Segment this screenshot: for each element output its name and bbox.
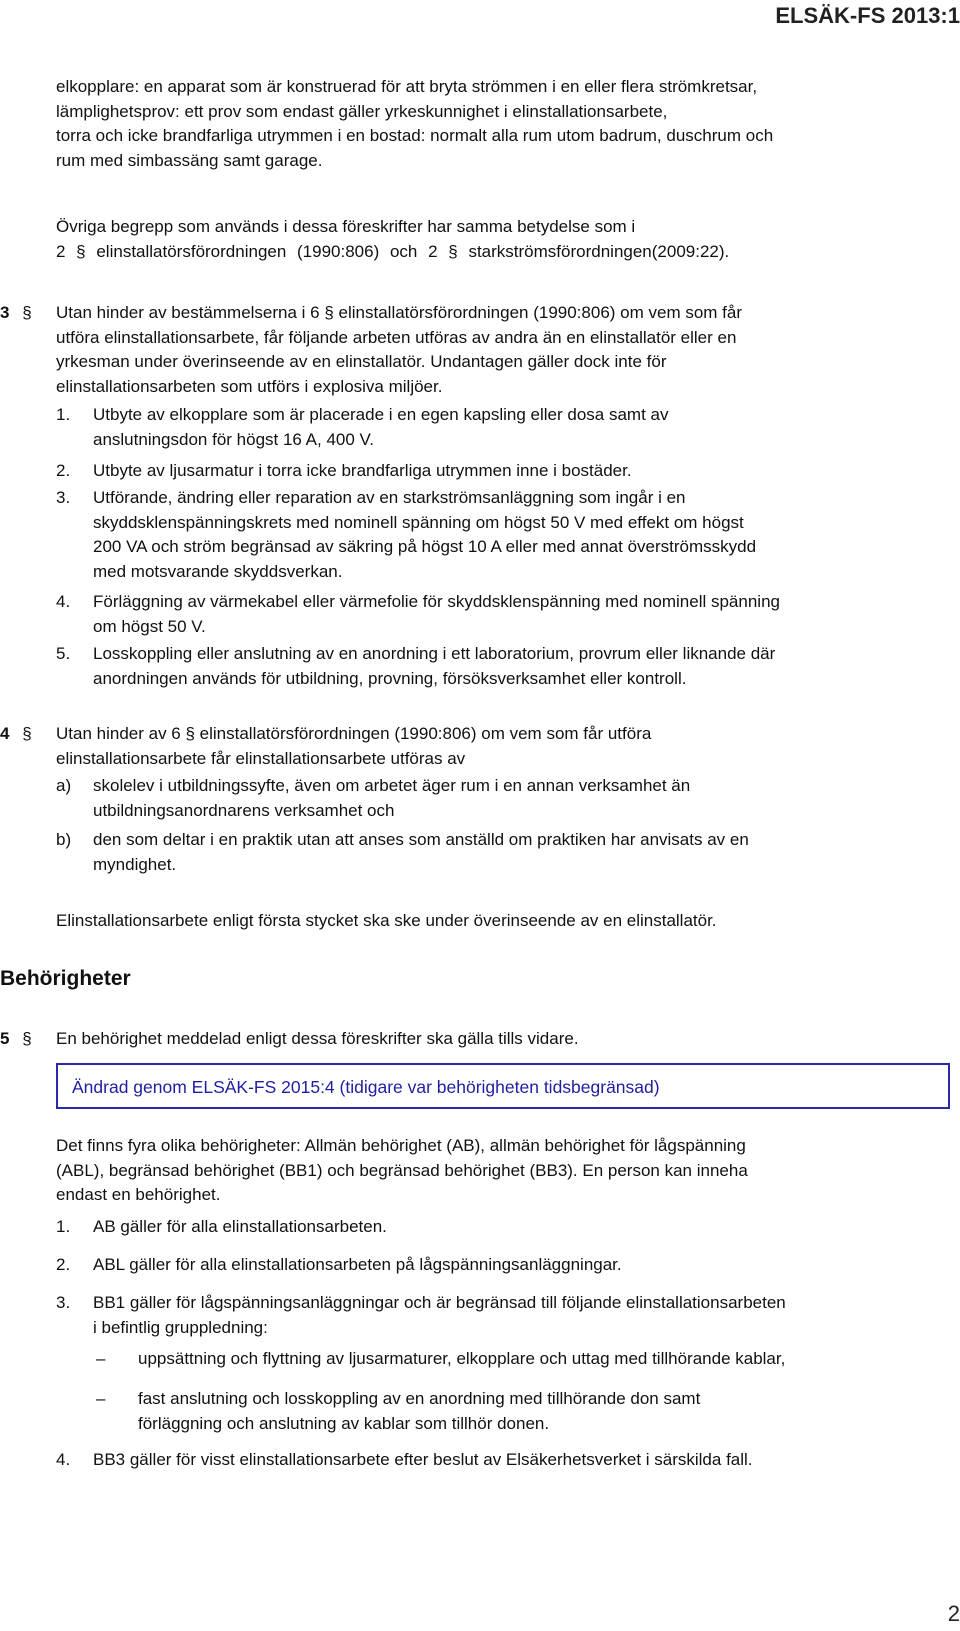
list-text: skolelev i utbildningssyfte, även om arbetet äger rum i en annan verksamhet än — [93, 776, 691, 795]
text-line: elinstallationsarbete får elinstallationsarbete utföras av — [56, 748, 466, 768]
definitions-block — [56, 75, 960, 173]
list-item — [56, 486, 946, 584]
list-text: om högst 50 V. — [93, 616, 206, 636]
amendment-notice-box — [56, 1063, 950, 1109]
list-text: Utförande, ändring eller reparation av en starkströmsanläggning som ingår i en — [93, 488, 686, 507]
text-line: yrkesman under överinseende av en elinstallatör. Undantagen gäller dock inte för — [56, 352, 667, 371]
section-4-text — [56, 722, 946, 771]
list-item — [56, 1253, 946, 1278]
document-id-header: ELSÄK-FS 2013:1 — [775, 3, 960, 28]
section-5-intro — [56, 1134, 946, 1208]
list-number: 3. — [56, 488, 71, 507]
list-text: anslutningsdon för högst 16 A, 400 V. — [93, 429, 375, 449]
list-text: med motsvarande skyddsverkan. — [93, 561, 343, 581]
list-text: Utbyte av elkopplare som är placerade i en egen kapsling eller dosa samt av — [93, 405, 669, 424]
definition-line: rum med simbassäng samt garage. — [56, 150, 323, 170]
paragraph-symbol: § — [22, 1029, 32, 1048]
dash-list-item — [96, 1387, 956, 1436]
list-number: 2. — [56, 1255, 71, 1274]
list-number: 3. — [56, 1293, 71, 1312]
list-text: BB1 gäller för lågspänningsanläggningar och är begränsad till följande elinstallationsarbeten — [93, 1293, 786, 1312]
list-number: 4. — [56, 592, 71, 611]
list-text: i befintlig gruppledning: — [93, 1317, 268, 1337]
list-text: skyddsklenspänningskrets med nominell spänning om högst 50 V med effekt om högst — [93, 512, 744, 532]
list-item — [56, 459, 946, 484]
list-text: ABL gäller för alla elinstallationsarbeten på lågspänningsanläggningar. — [93, 1255, 622, 1274]
list-number: 5. — [56, 644, 71, 663]
list-text: 200 VA och ström begränsad av säkring på högst 10 A eller med annat överströmsskydd — [93, 537, 757, 556]
list-number: 1. — [56, 1217, 71, 1236]
list-text: fast anslutning och losskoppling av en anordning med tillhörande don samt — [138, 1389, 701, 1408]
dash-bullet: – — [96, 1349, 106, 1368]
list-number: 2. — [56, 461, 71, 480]
text-line: elinstallationsarbeten som utförs i explosiva miljöer. — [56, 376, 443, 396]
section-heading: Behörigheter — [0, 967, 131, 990]
list-text: Losskoppling eller anslutning av en anordning i ett laboratorium, provrum eller liknande där — [93, 644, 776, 663]
dash-bullet: – — [96, 1389, 106, 1408]
list-letter: a) — [56, 776, 72, 795]
text-line: endast en behörighet. — [56, 1185, 221, 1204]
amendment-notice-text: Ändrad genom ELSÄK-FS 2015:4 (tidigare var behörigheten tidsbegränsad) — [72, 1077, 660, 1097]
section-number: 3 — [0, 303, 10, 322]
definition-line: torra och icke brandfarliga utrymmen i en bostad: normalt alla rum utom badrum, duschrum och — [56, 126, 774, 145]
text-line: Det finns fyra olika behörigheter: Allmän behörighet (AB), allmän behörighet för lågspänning — [56, 1136, 746, 1155]
list-number: 1. — [56, 405, 71, 424]
text-line: 2 § elinstallatörsförordningen (1990:806) och 2 § starkströmsförordningen(2009:22). — [56, 241, 730, 261]
text-line: Utan hinder av bestämmelserna i 6 § elinstallatörsförordningen (1990:806) om vem som får — [56, 303, 743, 322]
section-number: 5 — [0, 1029, 10, 1048]
list-text: anordningen används för utbildning, provning, försöksverksamhet eller kontroll. — [93, 668, 687, 688]
section-number: 4 — [0, 724, 10, 743]
list-item — [56, 403, 946, 452]
text-line: (ABL), begränsad behörighet (BB1) och begränsad behörighet (BB3). En person kan inneha — [56, 1160, 748, 1180]
page-number: 2 — [947, 1601, 960, 1626]
definition-line: lämplighetsprov: ett prov som endast gäller yrkeskunnighet i elinstallationsarbete, — [56, 101, 668, 121]
section-3-text — [56, 301, 946, 399]
section-5-text: En behörighet meddelad enligt dessa föreskrifter ska gälla tills vidare. — [56, 1029, 579, 1048]
list-text: utbildningsanordnarens verksamhet och — [93, 800, 395, 820]
list-text: förläggning och anslutning av kablar som tillhör donen. — [138, 1413, 550, 1433]
list-item — [56, 590, 946, 639]
list-text: myndighet. — [93, 854, 177, 874]
list-number: 4. — [56, 1450, 71, 1469]
paragraph-symbol: § — [22, 724, 32, 743]
list-text: uppsättning och flyttning av ljusarmaturer, elkopplare och uttag med tillhörande kablar, — [138, 1349, 786, 1368]
dash-list-item — [96, 1347, 956, 1372]
text-line: utföra elinstallationsarbete, får följande arbeten utföras av andra än en elinstallatör eller en — [56, 327, 737, 347]
list-item — [56, 1291, 946, 1340]
list-text: Förläggning av värmekabel eller värmefolie för skyddsklenspänning med nominell spänning — [93, 592, 780, 611]
list-item — [56, 828, 946, 877]
list-item — [56, 774, 946, 823]
text-line: Övriga begrepp som används i dessa föreskrifter har samma betydelse som i — [56, 217, 636, 236]
definition-line: elkopplare: en apparat som är konstruerad för att bryta strömmen i en eller flera strömkretsar, — [56, 77, 758, 96]
list-item — [56, 642, 946, 691]
list-text: BB3 gäller för visst elinstallationsarbete efter beslut av Elsäkerhetsverket i särskilda fall. — [93, 1450, 753, 1469]
list-letter: b) — [56, 830, 72, 849]
text-line: Utan hinder av 6 § elinstallatörsförordningen (1990:806) om vem som får utföra — [56, 724, 652, 743]
list-item — [56, 1215, 946, 1240]
other-terms-paragraph — [56, 215, 960, 264]
section-3-marker — [0, 301, 32, 326]
section-5-marker — [0, 1027, 32, 1052]
list-text: AB gäller för alla elinstallationsarbeten. — [93, 1217, 387, 1236]
list-item — [56, 1448, 946, 1473]
section-4-marker — [0, 722, 32, 747]
paragraph-symbol: § — [22, 303, 32, 322]
section-4-closing: Elinstallationsarbete enligt första stycket ska ske under överinseende av en elinstallatör. — [56, 911, 717, 930]
list-text: Utbyte av ljusarmatur i torra icke brandfarliga utrymmen inne i bostäder. — [93, 461, 632, 480]
list-text: den som deltar i en praktik utan att anses som anställd om praktiken har anvisats av en — [93, 830, 749, 849]
